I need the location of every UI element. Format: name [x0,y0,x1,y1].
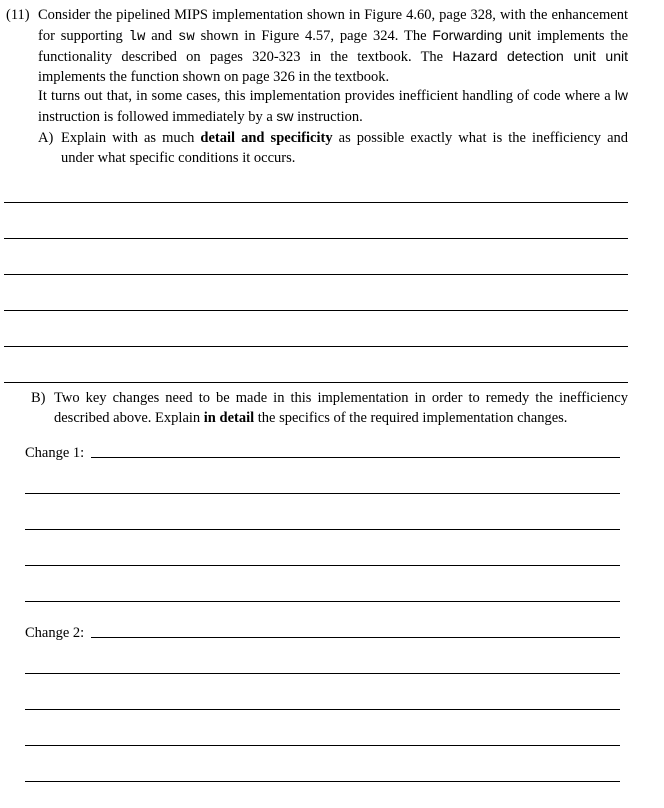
part-b-prompt [54,389,628,428]
change-2-line-1[interactable] [91,637,620,638]
answer-line-a-4[interactable] [4,310,628,311]
intro-text-1: Consider the pipelined MIPS implementation shown in Figure 4.60, page 328, with the enhancement for supporting [38,7,628,44]
part-b-text-1: Two key changes need to be made in this implementation in order to remedy the inefficiency described above. Explain [54,390,628,426]
part-a-text-2: as possible exactly what is the inefficiency and under what specific conditions it occurs. [61,130,629,166]
change-2-label: Change 2: [25,625,85,641]
intro-text-3: shown in Figure 4.57, page 324. The [194,27,433,44]
context-text-3: instruction. [293,108,363,125]
change-1-line-5[interactable] [25,601,620,602]
code-lw: lw [128,28,146,45]
change-1-line-4[interactable] [25,565,620,566]
change-2-line-5[interactable] [25,781,620,782]
change-1-line-2[interactable] [25,493,620,494]
part-b-text-2: the specifics of the required implementation changes. [254,409,568,426]
question-context [38,86,628,127]
answer-line-a-2[interactable] [4,238,628,239]
change-2-line-2[interactable] [25,673,620,674]
change-1-line-1[interactable] [91,457,620,458]
hazard-unit-term: Hazard detection unit unit [452,48,629,64]
intro-text-5: implements the function shown on page 326 in the textbook. [38,68,390,85]
change-2-line-3[interactable] [25,709,620,710]
change-2-line-4[interactable] [25,745,620,746]
context-text-2: instruction is followed immediately by a [38,108,277,125]
part-a-text-1: Explain with as much [61,130,201,146]
forwarding-unit-term: Forwarding unit [432,26,532,43]
change-1-line-3[interactable] [25,529,620,530]
part-a-label: A) [38,130,54,146]
answer-line-a-1[interactable] [4,202,628,203]
code-sw: sw [177,28,195,45]
intro-text-2: and [145,27,178,44]
code-sw: sw [276,107,294,124]
answer-line-a-5[interactable] [4,346,628,347]
code-lw: lw [614,87,628,103]
part-a-emphasis: detail and specificity [200,130,333,146]
answer-line-a-3[interactable] [4,274,628,275]
answer-line-a-6[interactable] [4,382,628,383]
question-intro [38,6,628,87]
part-a-prompt [61,129,628,168]
change-1-label: Change 1: [25,445,85,461]
context-text-1: It turns out that, in some cases, this implementation provides inefficient handling of code where a [38,88,615,104]
part-b-emphasis: in detail [203,409,255,426]
part-b-label: B) [31,390,46,406]
question-number: (11) [6,7,30,23]
intro-text-4: implements the functionality described on pages 320-323 in the textbook. The [38,27,629,65]
